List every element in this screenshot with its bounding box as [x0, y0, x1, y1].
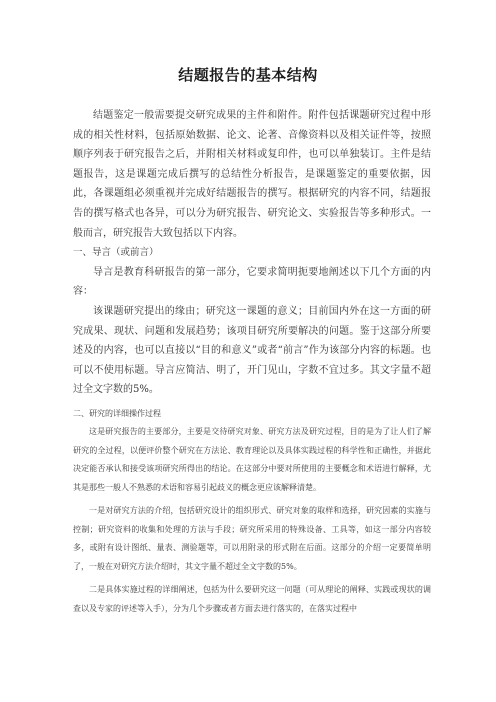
- section2-heading: 二、研究的详细操作过程: [73, 408, 161, 418]
- section1-paragraph-2: 该课题研究提出的缘由；研究这一课题的意义；目前国内外在这一方面的研究成果、现状、问题和发展趋势；该项目研究所要解决的问题。鉴于这部分所要述及的内容，也可以直接以“目的和意义”或者“前言”作为该部分内容的标题。也可以不使用标题。导言应简洁、明了，开门见山，字数不宜过多。其文字量不超过全文字数的5%。: [73, 305, 431, 396]
- section2-paragraph-2: 一是对研究方法的介绍，包括研究设计的组织形式、研究对象的取样和选择，研究因素的实施与控制；研究资料的收集和处理的方法与手段；研究所采用的特殊设备、工具等，如这一部分内容较多，或附有设计图纸、量表、测验题等，可以用附录的形式附在后面。这部分的介绍一定要简单明了，一般在对研究方法介绍时，其文字量不超过全文字数的5%。: [73, 506, 431, 571]
- document-body: [73, 106, 431, 618]
- intro-paragraph: 结题鉴定一般需要提交研究成果的主件和附件。附件包括课题研究过程中形成的相关性材料，包括原始数据、论文、论著、音像资料以及相关证件等，按照顺序列表于研究报告之后，并附相关材料或复印件，也可以单独装订。主件是结题报告，这是课题完成后撰写的总结性分析报告，是课题鉴定的重要依据，因此，各课题组必须重视并完成好结题报告的撰写。根据研究的内容不同，结题报告的撰写格式也各异，可以分为研究报告、研究论文、实验报告等多种形式。一般而言，研究报告大致包括以下内容。: [73, 110, 431, 239]
- section2-paragraph-3: 二是具体实施过程的详细阐述，包括为什么要研究这一问题（可从理论的阐释、实践或现状的调查以及专家的评述等入手），分为几个步骤或者方面去进行落实的，在落实过程中: [73, 585, 431, 613]
- document-title: 结题报告的基本结构: [178, 66, 318, 84]
- section1-paragraph-1: 导言是教育科研报告的第一部分，它要求简明扼要地阐述以下几个方面的内容：: [73, 266, 431, 298]
- section2-paragraph-1: 这是研究报告的主要部分，主要是交待研究对象、研究方法及研究过程，目的是为了让人们了解研究的全过程，以便评价整个研究在方法论、教育理论以及具体实践过程的科学性和正确性，并据此决定能否承认和接受该项研究所得出的结论。在这部分中要对所使用的主要概念和术语进行解释，尤其是那些一般人不熟悉的术语和容易引起歧义的概念更应该解释清楚。: [73, 427, 431, 492]
- section1-heading: 一、导言（或前言）: [73, 247, 159, 259]
